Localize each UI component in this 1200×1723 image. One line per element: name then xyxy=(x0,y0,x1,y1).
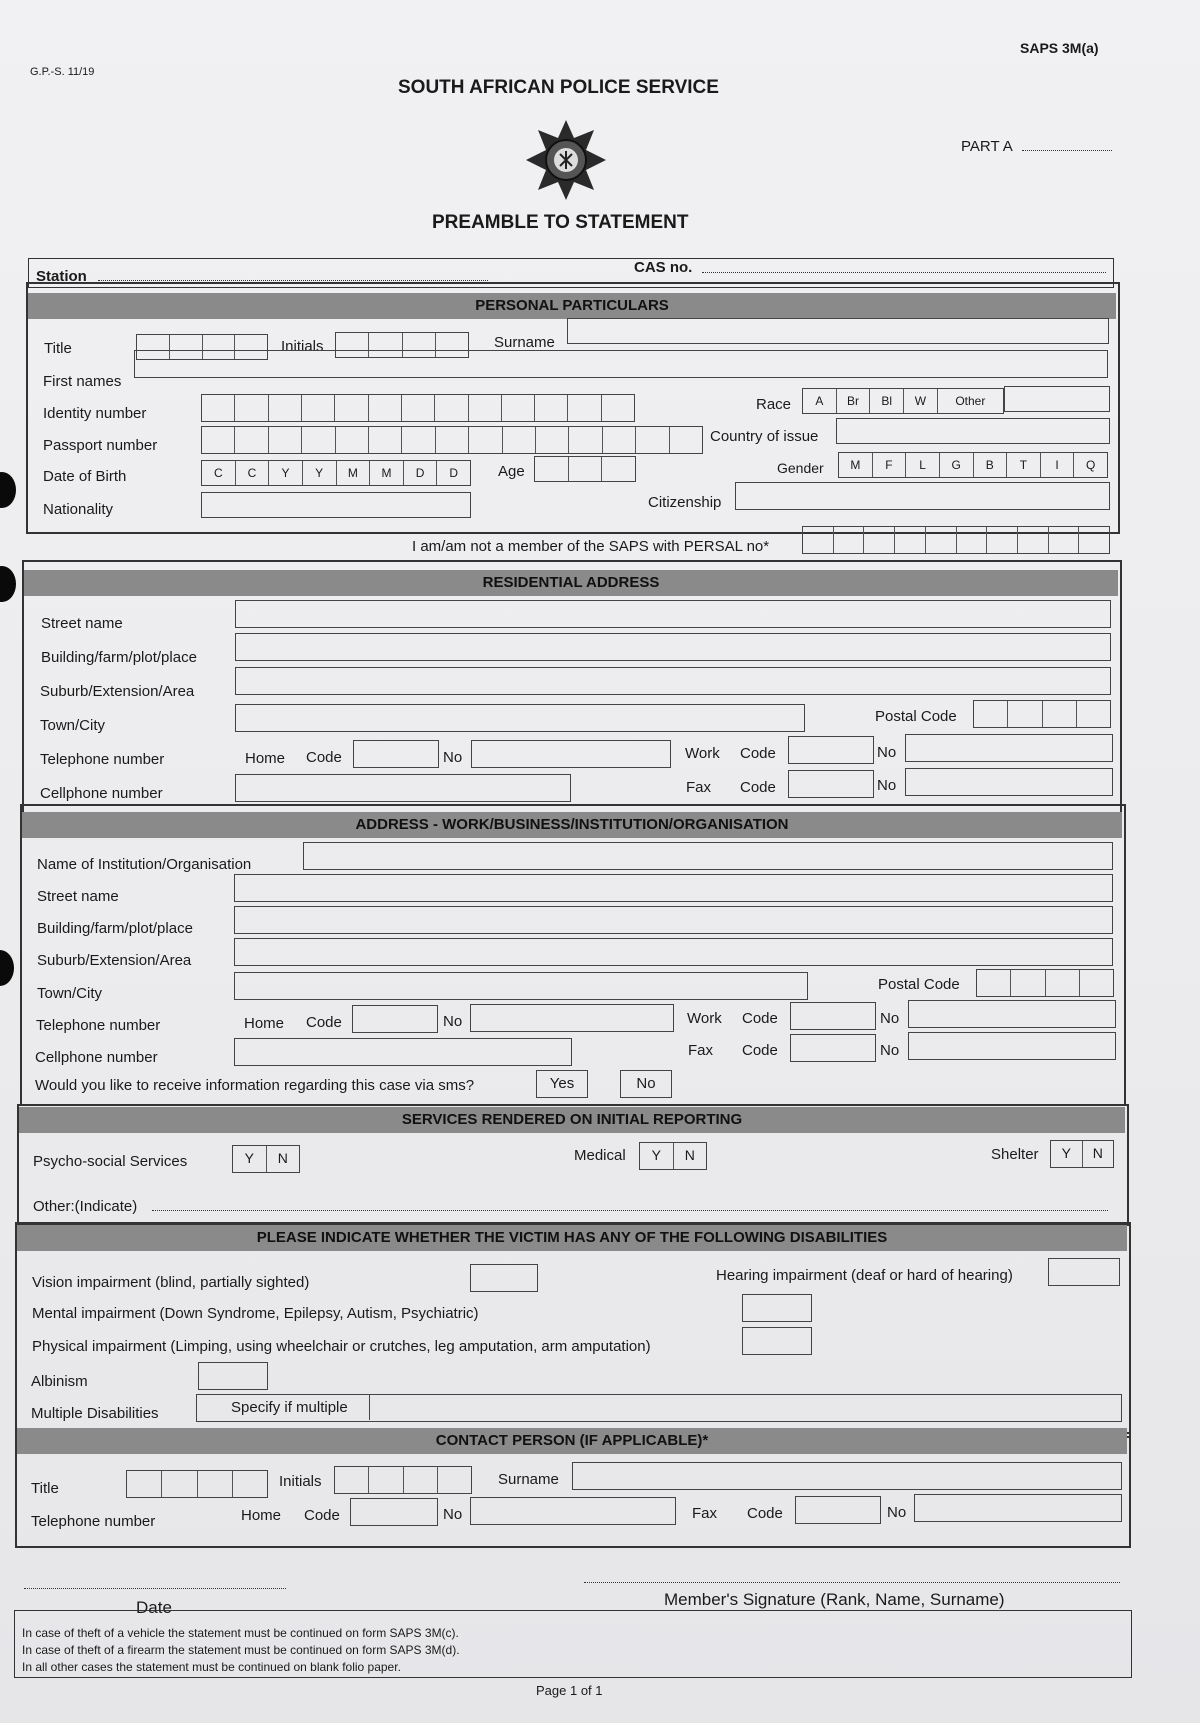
albinism-field[interactable] xyxy=(198,1362,268,1390)
passport-label: Passport number xyxy=(43,437,158,454)
race-label: Race xyxy=(756,396,792,413)
psycho-yn[interactable] xyxy=(232,1145,300,1173)
citizenship-label: Citizenship xyxy=(648,494,722,511)
surname-field[interactable] xyxy=(567,318,1109,344)
sms-no-button[interactable] xyxy=(620,1070,672,1098)
res-building-field[interactable] xyxy=(235,633,1111,661)
first-names-field[interactable] xyxy=(134,350,1108,378)
contact-code-label: Code xyxy=(304,1507,340,1524)
form-title: PREAMBLE TO STATEMENT xyxy=(432,212,689,233)
vision-label: Vision impairment (blind, partially sighted) xyxy=(32,1274,310,1291)
sms-yes-label: Yes xyxy=(549,1075,575,1092)
dob-cell[interactable]: Y xyxy=(303,461,337,485)
physical-field[interactable] xyxy=(742,1327,812,1355)
medical-yes[interactable]: Y xyxy=(640,1143,674,1169)
physical-label: Physical impairment (Limping, using wheelchair or crutches, leg amputation, arm amputation) xyxy=(32,1338,651,1355)
psycho-label: Psycho-social Services xyxy=(33,1153,188,1170)
res-postal-field[interactable] xyxy=(973,700,1111,728)
page-number: Page 1 of 1 xyxy=(536,1683,603,1698)
work-work-label: Work xyxy=(687,1010,722,1027)
work-town-field[interactable] xyxy=(234,972,808,1000)
medical-no[interactable]: N xyxy=(684,1147,695,1163)
work-building-field[interactable] xyxy=(234,906,1113,934)
contact-home-label: Home xyxy=(241,1507,282,1524)
surname-label: Surname xyxy=(494,334,555,351)
dob-field[interactable] xyxy=(201,460,471,486)
race-option[interactable]: Other xyxy=(955,394,986,408)
dob-cell[interactable]: M xyxy=(337,461,371,485)
gender-options[interactable] xyxy=(838,452,1108,478)
contact-heading: CONTACT PERSON (IF APPLICABLE)* xyxy=(17,1428,1127,1454)
work-home-no-field[interactable] xyxy=(470,1004,674,1032)
country-label: Country of issue xyxy=(710,428,819,445)
shelter-no[interactable]: N xyxy=(1092,1145,1103,1161)
res-suburb-field[interactable] xyxy=(235,667,1111,695)
res-fax-code-label: Code xyxy=(740,779,776,796)
res-postal-label: Postal Code xyxy=(875,708,957,725)
part-field[interactable] xyxy=(1022,150,1112,151)
res-town-field[interactable] xyxy=(235,704,805,732)
dob-cell[interactable]: Y xyxy=(269,461,303,485)
work-suburb-label: Suburb/Extension/Area xyxy=(37,952,192,969)
res-telephone-label: Telephone number xyxy=(40,751,165,768)
res-town-label: Town/City xyxy=(40,717,106,734)
sms-no-label: No xyxy=(636,1075,656,1092)
work-cellphone-label: Cellphone number xyxy=(35,1049,158,1066)
psycho-no[interactable]: N xyxy=(277,1150,288,1166)
race-option[interactable]: Bl xyxy=(870,389,904,413)
gender-option[interactable]: G xyxy=(940,453,974,477)
citizenship-field[interactable] xyxy=(735,482,1110,510)
res-home-no-field[interactable] xyxy=(471,740,671,768)
res-street-label: Street name xyxy=(41,615,123,632)
work-address-heading: ADDRESS - WORK/BUSINESS/INSTITUTION/ORGANISATION xyxy=(22,812,1122,838)
date-label: Date xyxy=(136,1598,172,1617)
disabilities-heading: PLEASE INDICATE WHETHER THE VICTIM HAS ANY OF THE FOLLOWING DISABILITIES xyxy=(17,1225,1127,1251)
contact-surname-field[interactable] xyxy=(572,1462,1122,1490)
albinism-label: Albinism xyxy=(31,1373,88,1390)
station-label: Station xyxy=(36,268,87,285)
res-no-label: No xyxy=(443,749,463,766)
gender-label: Gender xyxy=(777,460,824,476)
medical-yn[interactable] xyxy=(639,1142,707,1170)
multiple-field[interactable] xyxy=(196,1394,1122,1422)
age-field[interactable] xyxy=(534,456,636,482)
cas-field[interactable] xyxy=(702,272,1106,273)
gender-option[interactable]: F xyxy=(873,453,907,477)
res-cellphone-label: Cellphone number xyxy=(40,785,163,802)
punch-hole xyxy=(0,472,16,508)
race-option[interactable]: A xyxy=(803,389,837,413)
gender-option[interactable]: Q xyxy=(1086,458,1096,472)
race-other-field[interactable] xyxy=(1004,386,1110,412)
work-telephone-label: Telephone number xyxy=(36,1017,161,1034)
res-fax-no-field[interactable] xyxy=(905,768,1113,796)
work-building-label: Building/farm/plot/place xyxy=(37,920,193,937)
shelter-yes[interactable]: Y xyxy=(1051,1141,1083,1167)
punch-hole xyxy=(0,566,16,602)
work-street-label: Street name xyxy=(37,888,119,905)
res-fax-no-label: No xyxy=(877,777,897,794)
res-fax-code-field[interactable] xyxy=(788,770,874,798)
res-work-label: Work xyxy=(685,745,720,762)
dob-cell[interactable]: M xyxy=(370,461,404,485)
shelter-yn[interactable] xyxy=(1050,1140,1114,1168)
form-code: SAPS 3M(a) xyxy=(1020,40,1099,56)
work-suburb-field[interactable] xyxy=(234,938,1113,966)
contact-title-field[interactable] xyxy=(126,1470,268,1498)
work-fax-label: Fax xyxy=(688,1042,714,1059)
saps-badge-icon xyxy=(524,118,608,202)
vision-field[interactable] xyxy=(470,1264,538,1292)
personal-heading: PERSONAL PARTICULARS xyxy=(28,293,1116,319)
print-code: G.P.-S. 11/19 xyxy=(30,66,95,78)
contact-surname-label: Surname xyxy=(498,1471,559,1488)
age-label: Age xyxy=(498,463,525,480)
mental-label: Mental impairment (Down Syndrome, Epilepsy, Autism, Psychiatric) xyxy=(32,1305,479,1322)
gender-option[interactable]: T xyxy=(1007,453,1041,477)
work-fax-code-label: Code xyxy=(742,1042,778,1059)
res-work-no-label: No xyxy=(877,744,897,761)
race-option[interactable]: W xyxy=(904,389,938,413)
work-fax-code-field[interactable] xyxy=(790,1034,876,1062)
contact-initials-field[interactable] xyxy=(334,1466,472,1494)
first-names-label: First names xyxy=(43,373,122,390)
work-home-label: Home xyxy=(244,1015,285,1032)
contact-fax-label: Fax xyxy=(692,1505,718,1522)
contact-fax-no-field[interactable] xyxy=(914,1494,1122,1522)
work-code-label: Code xyxy=(306,1014,342,1031)
signature-label: Member's Signature (Rank, Name, Surname) xyxy=(664,1590,1005,1609)
res-street-field[interactable] xyxy=(235,600,1111,628)
part-label: PART A xyxy=(961,138,1013,155)
other-label: Other:(Indicate) xyxy=(33,1198,138,1215)
mental-field[interactable] xyxy=(742,1294,812,1322)
res-building-label: Building/farm/plot/place xyxy=(41,649,197,666)
res-home-code-field[interactable] xyxy=(353,740,439,768)
contact-home-no-field[interactable] xyxy=(470,1497,676,1525)
res-home-label: Home xyxy=(245,750,286,767)
gender-option[interactable]: I xyxy=(1041,453,1075,477)
passport-field[interactable] xyxy=(201,426,703,454)
work-street-field[interactable] xyxy=(234,874,1113,902)
dob-cell[interactable]: C xyxy=(202,461,236,485)
note-vehicle: In case of theft of a vehicle the statement must be continued on form SAPS 3M(c). xyxy=(22,1626,459,1640)
contact-home-code-field[interactable] xyxy=(350,1498,438,1526)
residential-heading: RESIDENTIAL ADDRESS xyxy=(24,570,1118,596)
work-work-code-field[interactable] xyxy=(790,1002,876,1030)
initials-label: Initials xyxy=(281,338,324,355)
dob-cell[interactable]: C xyxy=(236,461,270,485)
contact-title-label: Title xyxy=(31,1480,59,1497)
title-label: Title xyxy=(44,340,72,357)
contact-fax-code-field[interactable] xyxy=(795,1496,881,1524)
work-home-code-field[interactable] xyxy=(352,1005,438,1033)
other-field[interactable] xyxy=(152,1210,1108,1211)
multiple-label: Multiple Disabilities xyxy=(31,1405,159,1422)
work-no-label: No xyxy=(443,1013,463,1030)
nationality-label: Nationality xyxy=(43,501,114,518)
identity-field[interactable] xyxy=(201,394,635,422)
contact-fax-code-label: Code xyxy=(747,1505,783,1522)
identity-label: Identity number xyxy=(43,405,147,422)
station-field[interactable] xyxy=(98,280,488,281)
contact-telephone-label: Telephone number xyxy=(31,1513,156,1530)
race-option[interactable]: Br xyxy=(837,389,871,413)
persal-label: I am/am not a member of the SAPS with PERSAL no* xyxy=(412,538,770,555)
res-work-code-label: Code xyxy=(740,745,776,762)
res-work-code-field[interactable] xyxy=(788,736,874,764)
gender-option[interactable]: L xyxy=(906,453,940,477)
shelter-label: Shelter xyxy=(991,1146,1039,1163)
nationality-field[interactable] xyxy=(201,492,471,518)
psycho-yes[interactable]: Y xyxy=(233,1146,267,1172)
note-other: In all other cases the statement must be continued on blank folio paper. xyxy=(22,1660,401,1674)
res-code-label: Code xyxy=(306,749,342,766)
institution-field[interactable] xyxy=(303,842,1113,870)
work-work-code-label: Code xyxy=(742,1010,778,1027)
res-suburb-label: Suburb/Extension/Area xyxy=(40,683,195,700)
work-fax-no-field[interactable] xyxy=(908,1032,1116,1060)
res-cellphone-field[interactable] xyxy=(235,774,571,802)
work-postal-field[interactable] xyxy=(976,969,1114,997)
hearing-label: Hearing impairment (deaf or hard of hearing) xyxy=(716,1267,1013,1284)
race-options[interactable] xyxy=(802,388,1004,414)
country-field[interactable] xyxy=(836,418,1110,444)
cas-label: CAS no. xyxy=(634,259,693,276)
work-work-no-field[interactable] xyxy=(908,1000,1116,1028)
signature-field[interactable] xyxy=(584,1582,1120,1583)
persal-field[interactable] xyxy=(802,526,1110,554)
dob-label: Date of Birth xyxy=(43,468,127,485)
work-postal-label: Postal Code xyxy=(878,976,960,993)
note-firearm: In case of theft of a firearm the statement must be continued on form SAPS 3M(d). xyxy=(22,1643,460,1657)
contact-fax-no-label: No xyxy=(887,1504,907,1521)
work-work-no-label: No xyxy=(880,1010,900,1027)
gender-option[interactable]: B xyxy=(974,453,1008,477)
punch-hole xyxy=(0,950,14,986)
dob-cell[interactable]: D xyxy=(449,466,459,480)
services-heading: SERVICES RENDERED ON INITIAL REPORTING xyxy=(19,1107,1125,1133)
sms-yes-button[interactable] xyxy=(536,1070,588,1098)
gender-option[interactable]: M xyxy=(839,453,873,477)
agency-name: SOUTH AFRICAN POLICE SERVICE xyxy=(398,77,719,98)
contact-no-label: No xyxy=(443,1506,463,1523)
contact-initials-label: Initials xyxy=(279,1473,322,1490)
sms-question: Would you like to receive information regarding this case via sms? xyxy=(35,1077,475,1094)
institution-label: Name of Institution/Organisation xyxy=(37,856,252,873)
medical-label: Medical xyxy=(574,1147,626,1164)
hearing-field[interactable] xyxy=(1048,1258,1120,1286)
date-field[interactable] xyxy=(24,1588,286,1589)
res-work-no-field[interactable] xyxy=(905,734,1113,762)
work-fax-no-label: No xyxy=(880,1042,900,1059)
specify-label: Specify if multiple xyxy=(231,1399,348,1416)
work-cellphone-field[interactable] xyxy=(234,1038,572,1066)
res-fax-label: Fax xyxy=(686,779,712,796)
work-town-label: Town/City xyxy=(37,985,103,1002)
dob-cell[interactable]: D xyxy=(404,461,438,485)
